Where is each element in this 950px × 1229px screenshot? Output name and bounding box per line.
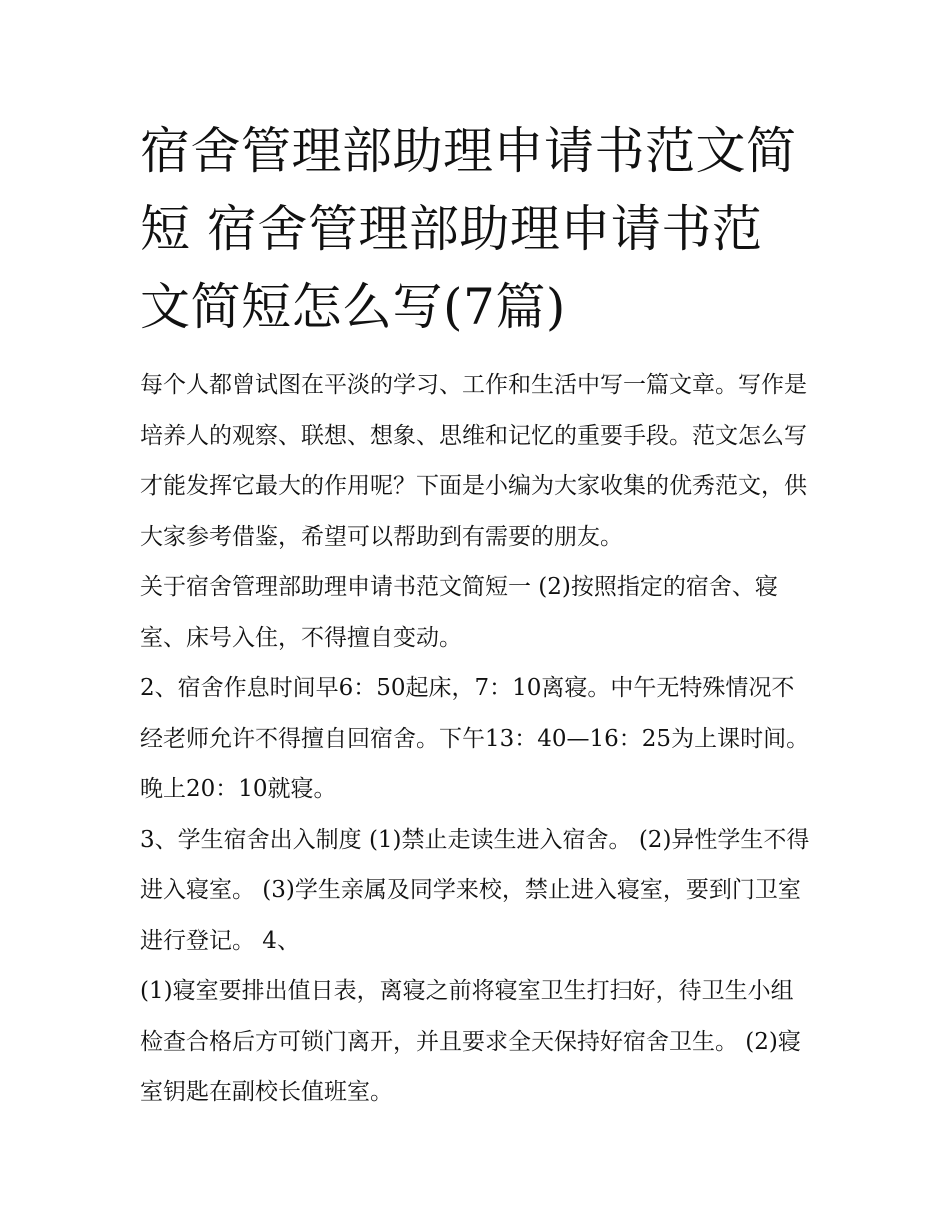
paragraph-schedule: 2、宿舍作息时间早6：50起床，7：10离寝。中午无特殊情况不经老师允许不得擅自回宿舍。下午13：40—16：25为上课时间。晚上20：10就寝。 (140, 675, 810, 802)
paragraph-hygiene: (1)寝室要排出值日表，离寝之前将寝室卫生打扫好，待卫生小组检查合格后方可锁门离开，并且要求全天保持好宿舍卫生。 (2)寝室钥匙在副校长值班室。 (140, 978, 801, 1105)
paragraph-intro: 每个人都曾试图在平淡的学习、工作和生活中写一篇文章。写作是培养人的观察、联想、想象、思维和记忆的重要手段。范文怎么写才能发挥它最大的作用呢？下面是小编为大家收集的优秀范文，供大家参考借鉴，希望可以帮助到有需要的朋友。 (140, 372, 807, 550)
document-title: 宿舍管理部助理申请书范文简短 宿舍管理部助理申请书范文简短怎么写(7篇) (140, 122, 797, 336)
paragraph-section-one: 关于宿舍管理部助理申请书范文简短一 (2)按照指定的宿舍、寝室、床号入住，不得擅自变动。 (140, 574, 778, 651)
document-body (140, 360, 812, 1118)
paragraph-access-rules: 3、学生宿舍出入制度 (1)禁止走读生进入宿舍。 (2)异性学生不得进入寝室。 (3)学生亲属及同学来校，禁止进入寝室，要到门卫室进行登记。 4、 (140, 826, 810, 954)
